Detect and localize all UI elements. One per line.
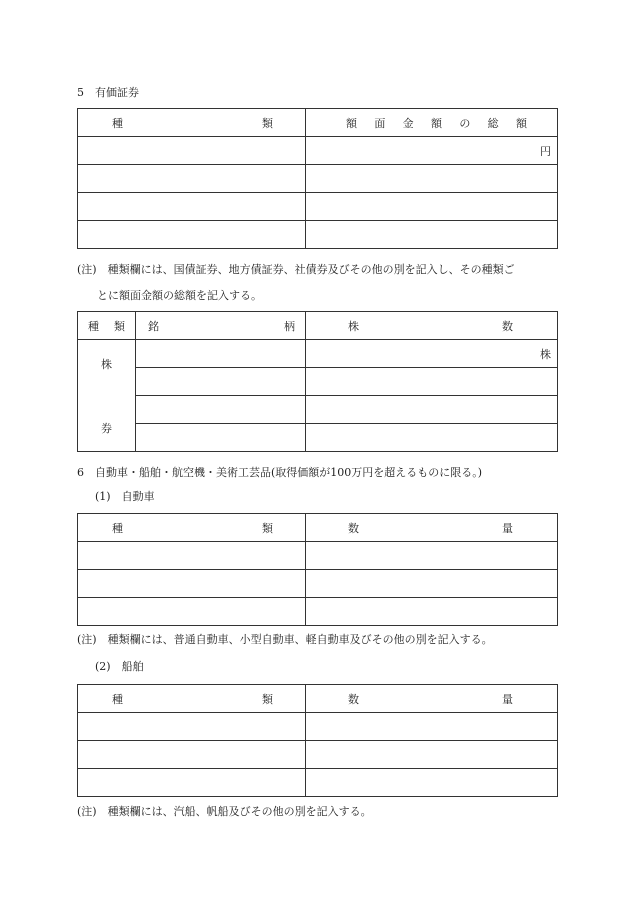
type-cell[interactable] [78,193,306,221]
brand-cell[interactable] [136,340,306,368]
table-header-row [78,109,558,137]
subsection-automobile: (1) 自動車 [95,490,155,503]
type-cell[interactable] [78,713,306,741]
note-ship: (注) 種類欄には、汽船、帆船及びその他の別を記入する。 [77,805,372,818]
quantity-cell[interactable] [306,570,558,598]
quantity-cell[interactable] [306,713,558,741]
amount-cell[interactable] [306,137,558,165]
table-row [78,368,558,396]
type-cell[interactable] [78,137,306,165]
ship-table [77,684,558,797]
type-header: 種 類 [78,685,306,713]
table-header-row [78,312,558,340]
quantity-cell[interactable] [306,769,558,797]
subsection-ship: (2) 船舶 [95,660,144,673]
type-header: 種 類 [78,109,306,137]
brand-cell[interactable] [136,396,306,424]
table-row [78,713,558,741]
type-cell[interactable] [78,769,306,797]
type-cell[interactable] [78,221,306,249]
stocks-table [77,311,558,452]
quantity-header: 数 量 [306,514,558,542]
quantity-cell[interactable] [306,598,558,626]
type-cell[interactable] [78,165,306,193]
shares-cell[interactable] [306,424,558,452]
table-row [78,741,558,769]
type-cell[interactable] [78,741,306,769]
quantity-cell[interactable] [306,741,558,769]
shares-unit: 株 [540,347,551,361]
shares-cell[interactable] [306,396,558,424]
automobile-table [77,513,558,626]
quantity-cell[interactable] [306,542,558,570]
brand-cell[interactable] [136,368,306,396]
shares-header: 株 数 [306,312,558,340]
shares-cell[interactable] [306,340,558,368]
table-row [78,769,558,797]
brand-cell[interactable] [136,424,306,452]
table-header-row [78,514,558,542]
type-header: 種 類 [78,312,136,340]
type-cell[interactable] [78,570,306,598]
shares-cell[interactable] [306,368,558,396]
table-row [78,396,558,424]
amount-cell[interactable] [306,221,558,249]
table-row [78,137,558,165]
type-cell[interactable] [78,598,306,626]
note-automobile: (注) 種類欄には、普通自動車、小型自動車、軽自動車及びその他の別を記入する。 [77,633,493,646]
brand-header: 銘 柄 [136,312,306,340]
table-header-row [78,685,558,713]
securities-table [77,108,558,249]
table-row [78,165,558,193]
amount-cell[interactable] [306,165,558,193]
quantity-header: 数 量 [306,685,558,713]
note-securities: (注) 種類欄には、国債証券、地方債証券、社債券及びその他の別を記入し、その種類ご とに額面金額の総額を記入する。 [77,263,515,302]
yen-unit: 円 [540,144,551,158]
stock-certificate-label: 株 券 [78,340,136,452]
section-6-heading: 6 自動車・船舶・航空機・美術工芸品(取得価額が100万円を超えるものに限る。) [77,466,483,479]
section-5-heading: 5 有価証券 [77,86,139,99]
amount-cell[interactable] [306,193,558,221]
type-header: 種 類 [78,514,306,542]
table-row [78,598,558,626]
table-row [78,424,558,452]
face-value-total-header: 額 面 金 額 の 総 額 [306,109,558,137]
table-row [78,221,558,249]
table-row [78,193,558,221]
table-row [78,570,558,598]
type-cell[interactable] [78,542,306,570]
table-row [78,542,558,570]
table-row [78,340,558,368]
